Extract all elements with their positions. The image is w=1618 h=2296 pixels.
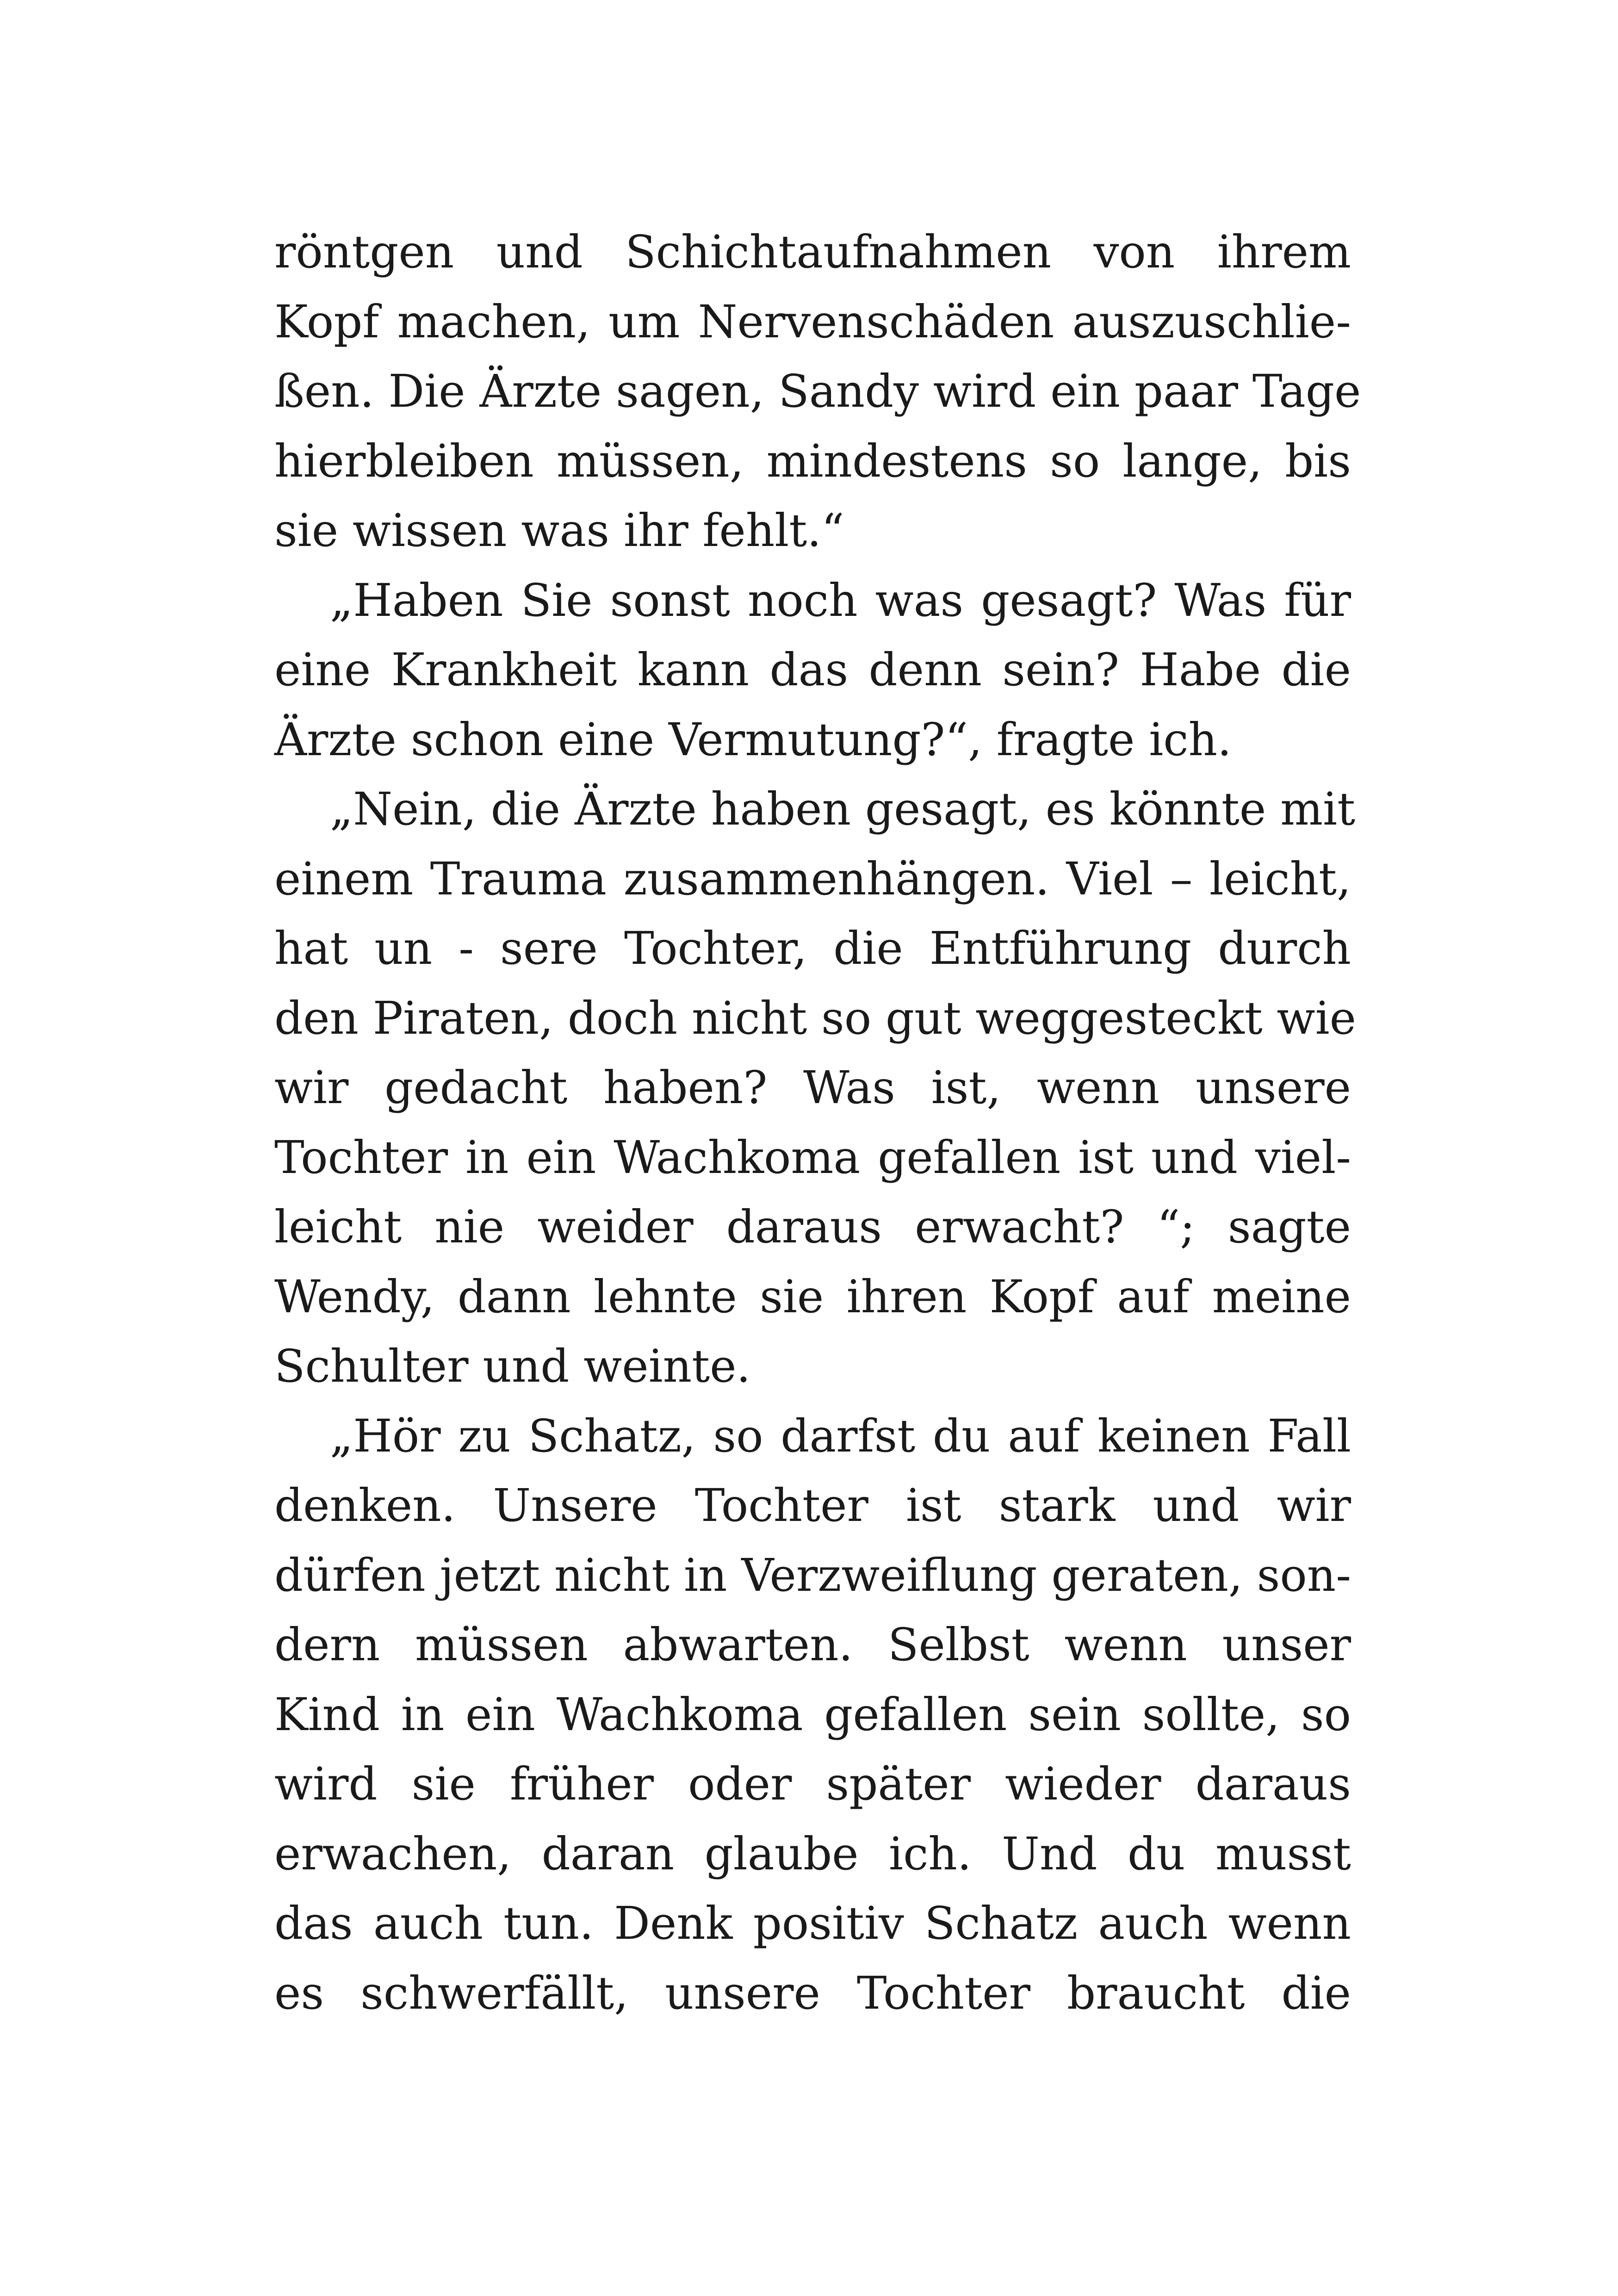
text-line: das auch tun. Denk positiv Schatz auch wenn (274, 1897, 1351, 1949)
text-line: erwachen, daran glaube ich. Und du musst (274, 1827, 1351, 1880)
text-line: Ärzte schon eine Vermutung?“, fragte ich. (274, 713, 1232, 766)
text-line: wird sie früher oder später wieder daraus (274, 1758, 1351, 1810)
text-line: einem Trauma zusammenhängen. Viel – leicht, (274, 852, 1351, 905)
text-line: sie wissen was ihr fehlt.“ (274, 504, 844, 557)
text-line: hierbleiben müssen, mindestens so lange, bis (274, 434, 1351, 487)
text-line: dürfen jetzt nicht in Verzweiflung geraten, son- (274, 1549, 1351, 1601)
text-line: Kind in ein Wachkoma gefallen sein sollte, so (274, 1688, 1351, 1741)
text-line: leicht nie weider daraus erwacht? “; sagte (274, 1201, 1351, 1253)
text-line: wir gedacht haben? Was ist, wenn unsere (274, 1061, 1351, 1114)
text-line: eine Krankheit kann das denn sein? Habe die (274, 644, 1351, 696)
text-line: Tochter in ein Wachkoma gefallen ist und viel- (274, 1131, 1351, 1184)
text-line: Wendy, dann lehnte sie ihren Kopf auf meine (274, 1270, 1351, 1323)
body-text (274, 217, 1361, 2028)
text-line: ßen. Die Ärzte sagen, Sandy wird ein paar Tage (274, 365, 1361, 417)
text-line: hat un - sere Tochter, die Entführung durch (274, 922, 1351, 974)
text-line: es schwerfällt, unsere Tochter braucht die (274, 1967, 1351, 2019)
text-line: Schulter und weinte. (274, 1340, 751, 1392)
text-line: dern müssen abwarten. Selbst wenn unser (274, 1619, 1351, 1671)
text-line: den Piraten, doch nicht so gut weggesteckt wie (274, 992, 1356, 1044)
text-line: „Haben Sie sonst noch was gesagt? Was für (330, 574, 1351, 627)
text-line: „Hör zu Schatz, so darfst du auf keinen Fall (330, 1409, 1351, 1462)
text-line: röntgen und Schichtaufnahmen von ihrem (274, 226, 1351, 278)
text-line: denken. Unsere Tochter ist stark und wir (274, 1479, 1351, 1532)
text-line: „Nein, die Ärzte haben gesagt, es könnte mit (330, 783, 1356, 835)
text-line: Kopf machen, um Nervenschäden auszuschlie- (274, 295, 1351, 348)
